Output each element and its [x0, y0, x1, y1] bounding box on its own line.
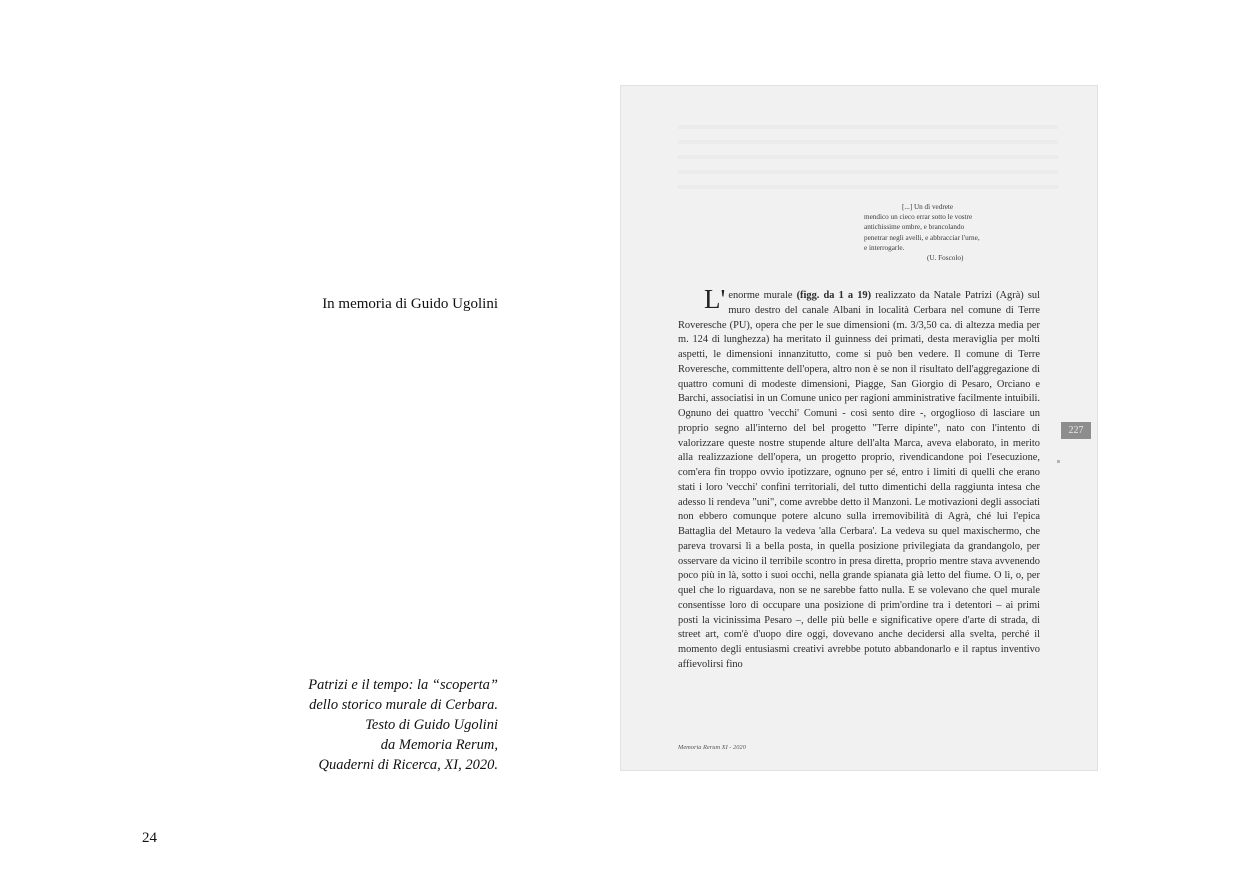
margin-mark	[1057, 460, 1060, 463]
drop-cap: L'	[704, 284, 726, 314]
epigraph-author: (U. Foscolo)	[927, 254, 964, 263]
article-body	[678, 284, 1041, 673]
scan-footer: Memoria Rerum XI - 2020	[678, 744, 746, 751]
scanned-page-image	[620, 85, 1098, 771]
caption-line: da Memoria Rerum,	[380, 737, 498, 753]
bleed-through-line	[678, 155, 1058, 159]
lead-text: enorme murale	[728, 290, 797, 301]
epigraph-line: antichissime ombre, e brancolando	[864, 223, 965, 232]
epigraph-line: [...] Un dì vedrete	[902, 203, 954, 211]
caption-line: Patrizi e il tempo: la “scoperta”	[308, 677, 498, 693]
bleed-through-line	[678, 185, 1058, 189]
epigraph	[864, 202, 980, 263]
epigraph-line: penetrar negli avelli, e abbracciar l'urne,	[864, 233, 980, 242]
caption-line: Testo di Guido Ugolini	[365, 717, 498, 733]
dedication: In memoria di Guido Ugolini	[322, 296, 498, 312]
epigraph-line: e interrogarle.	[864, 243, 905, 252]
figure-caption	[308, 675, 498, 775]
epigraph-line: mendico un cieco errar sotto le vostre	[864, 213, 973, 222]
figure-reference: (figg. da 1 a 19)	[796, 290, 872, 301]
caption-line: dello storico murale di Cerbara.	[309, 697, 498, 713]
bleed-through-line	[678, 140, 1058, 144]
bleed-through-line	[678, 170, 1058, 174]
page-number: 24	[142, 830, 157, 846]
page-number-tab: 227	[1061, 422, 1091, 439]
caption-line: Quaderni di Ricerca, XI, 2020.	[318, 757, 498, 773]
body-text: realizzato da Natale Patrizi (Agrà) sul muro destro del canale Albani in località Cerbara nel comune di Terre Roveresche (PU), opera che per le sue dimensioni (m. 3/3,50 ca. di altezza media per m. 124 di lunghezza) ha meritato il guinness dei primati, desta meraviglia per molti aspetti, le dimensioni innanzitutto, come si può ben vedere. Il comune di Terre Roveresche, committente dell'opera, altro non è se non il risultato dell'aggregazione di quattro comuni di modeste dimensioni, Piagge, San Giorgio di Pesaro, Orciano e Barchi, associatisi in un Comune unico per ragioni amministrative facilmente intuibili. Ognuno dei quattro 'vecchi' Comuni - così sento dire -, orgoglioso di lasciare un proprio segno all'interno del bel progetto "Terre dipinte", nato con l'intento di valorizzare queste nostre stupende alture dell'alta Marca, aveva elaborato, in merito alla realizzazione dell'opera, un progetto proprio, rivendicandone poi l'esecuzione, com'era fin troppo ovvio ipotizzare, ognuno per sé, entro i limiti di quelli che erano stati i loro 'vecchi' confini territoriali, del tutto dimentichi della raggiunta intesa che adesso li rendeva "uni", come avrebbe detto il Manzoni. Le motivazioni degli associati non ebbero comunque potere alcuno sulla irremovibilità di Agrà, ché lui l'epica Battaglia del Metauro la vedeva 'alla Cerbara'. La vedeva su quel maxischermo, che pareva trovarsi lì a bella posta, in quella posizione privilegiata da grandangolo, per osservare da vicino il terribile scontro in presa diretta, proprio mentre stava avvenendo poco più in là, sotto i suoi occhi, nella grande spianata già letto del fiume. O lì, o, per quel che lo riguardava, non se ne sarebbe fatto nulla. E se volevano che quel murale consentisse loro di occupare una posizione di prim'ordine tra i detentori – ai primi posti la vicinissima Pesaro –, delle più belle e significative opere d'arte di strada, di street art, com'è d'uopo dire oggi, dovevano anche decidersi alla svelta, perché il momento degli entusiasmi creativi avrebbe potuto abbandonarlo e il raptus inventivo affievolirsi fino	[678, 290, 1041, 670]
bleed-through-line	[678, 125, 1058, 129]
